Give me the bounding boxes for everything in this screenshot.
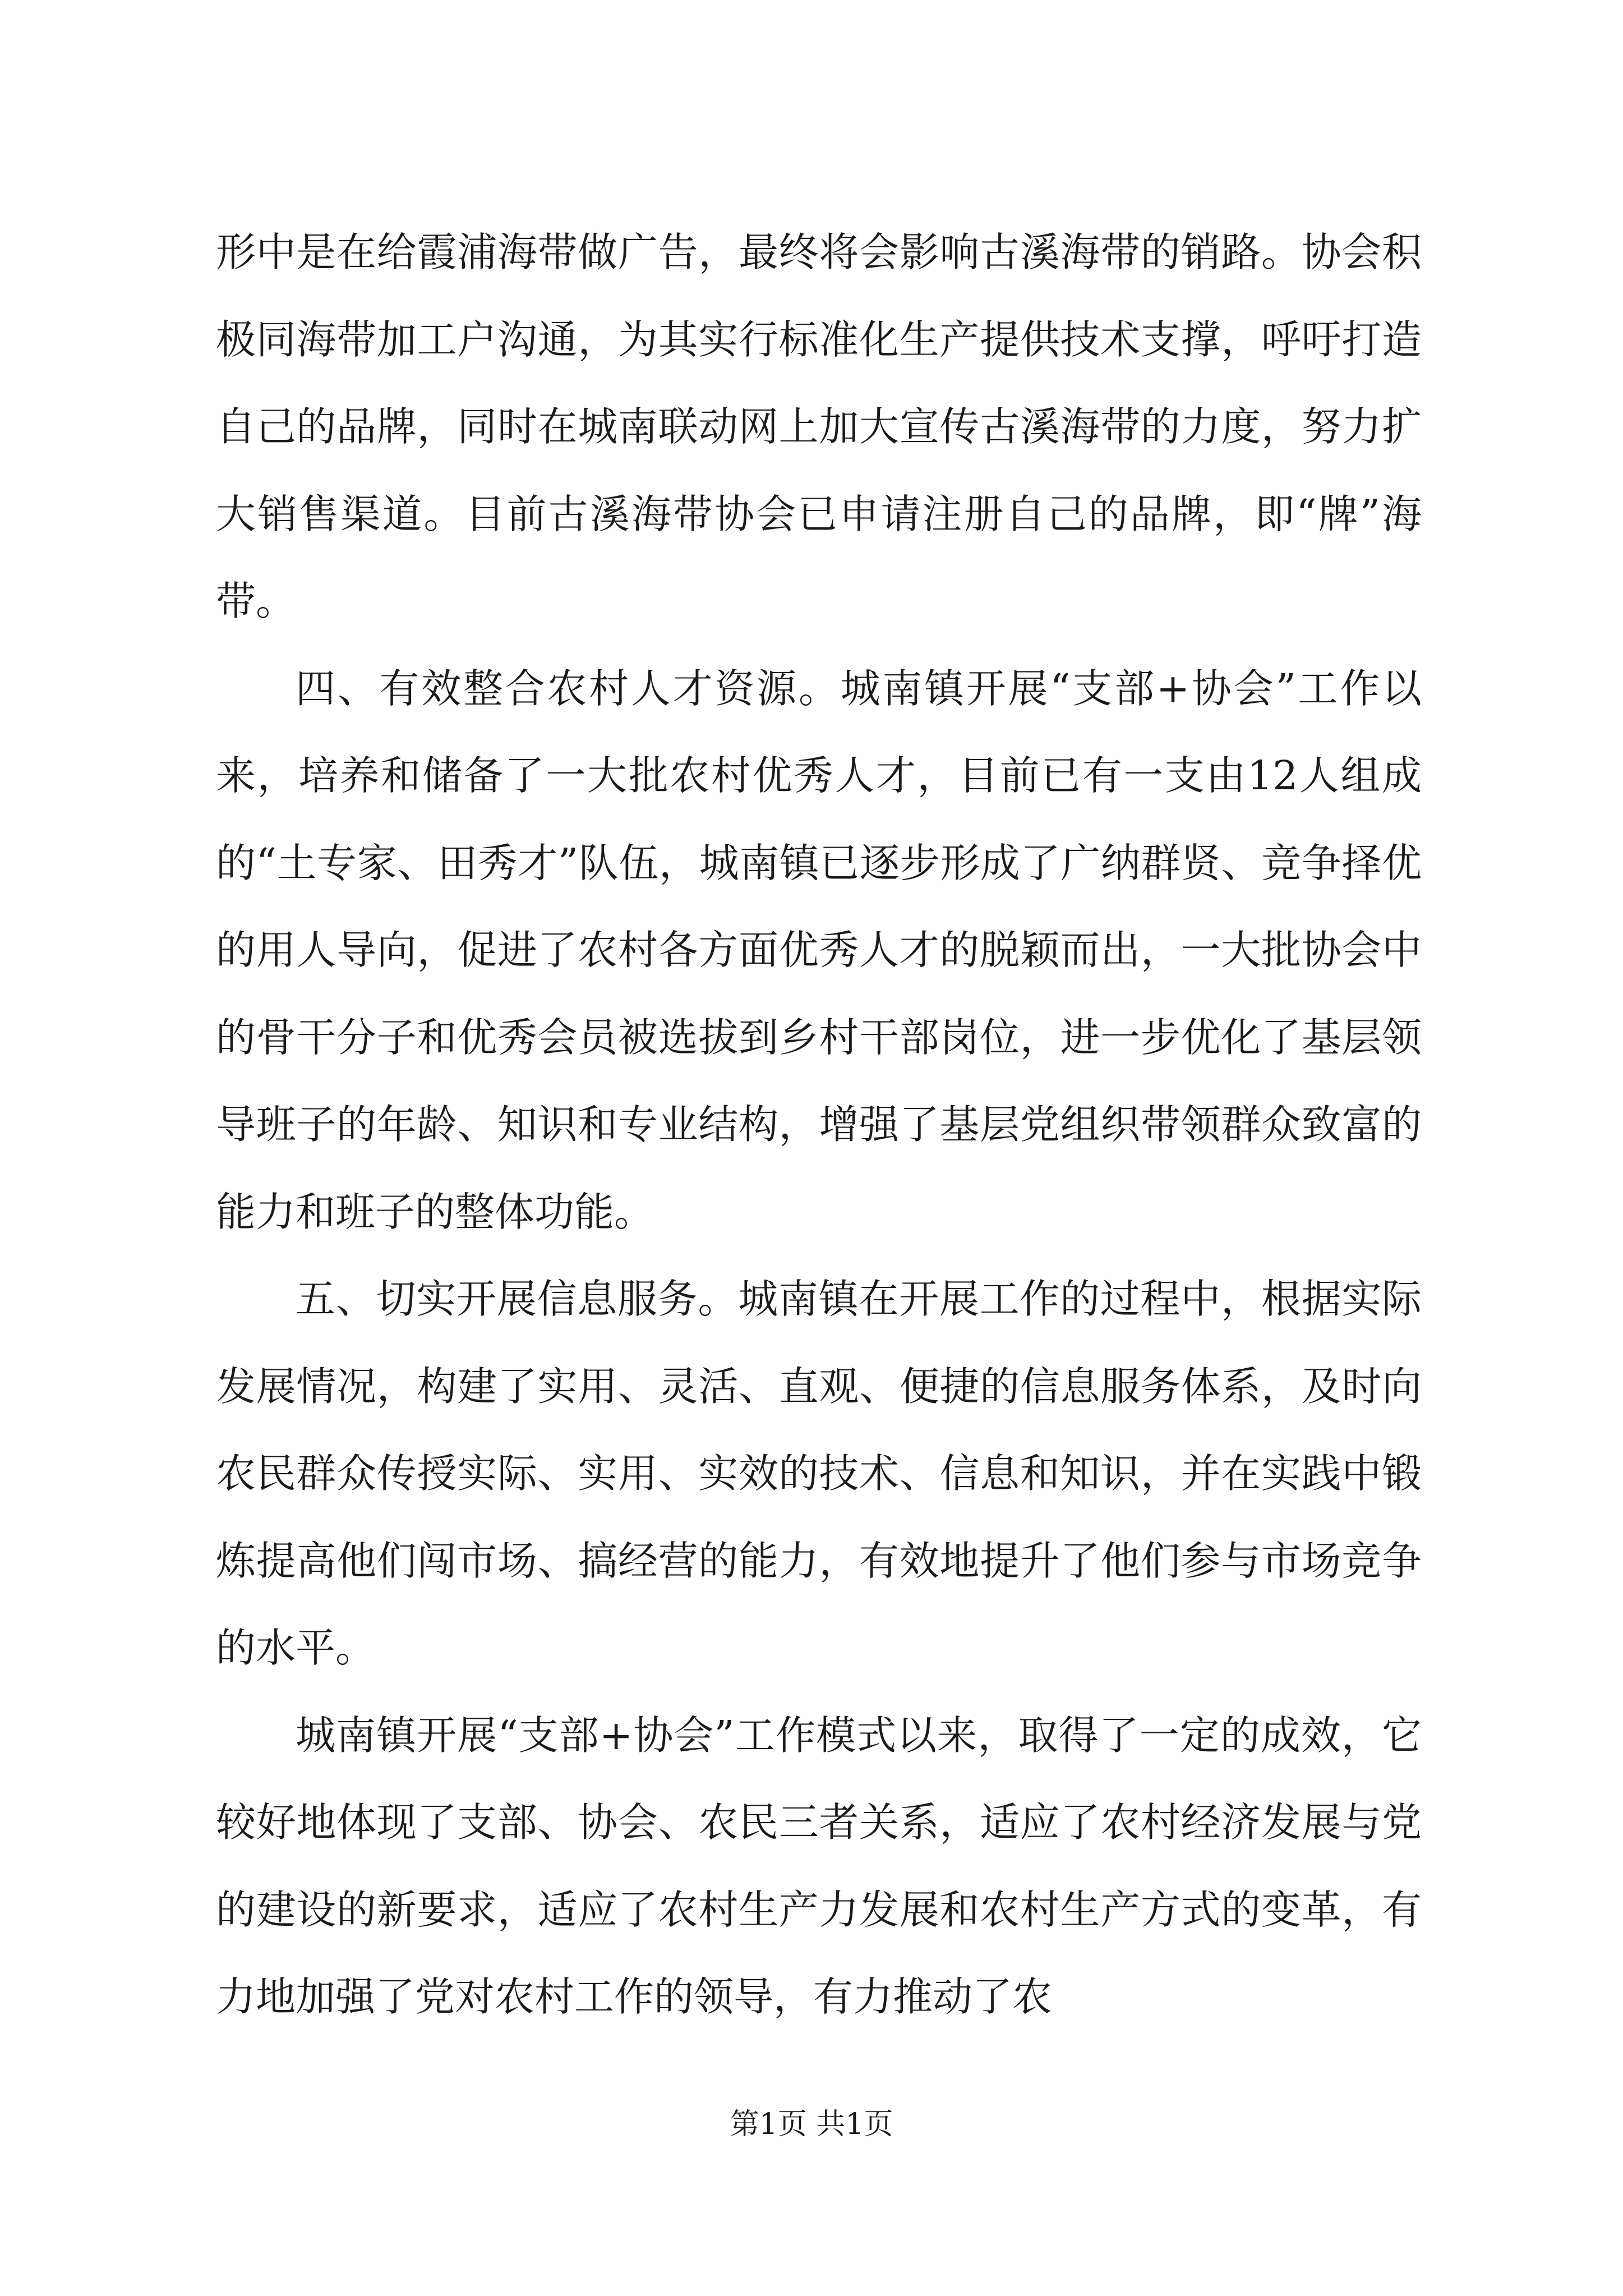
page-footer: 第1页 共1页 [730,2108,893,2141]
paragraph-3: 五、切实开展信息服务。城南镇在开展工作的过程中，根据实际发展情况，构建了实用、灵活、直观、便捷的信息服务体系，及时向农民群众传授实际、实用、实效的技术、信息和知识，并在实践中锻炼提高他们闯市场、搞经营的能力，有效地提升了他们参与市场竞争的水平。 [216,1276,1422,1671]
paragraph-2: 四、有效整合农村人才资源。城南镇开展“支部+协会”工作以来，培养和储备了一大批农村优秀人才，目前已有一支由12人组成的“土专家、田秀才”队伍，城南镇已逐步形成了广纳群贤、竞争择优的用人导向，促进了农村各方面优秀人才的脱颖而出，一大批协会中的骨干分子和优秀会员被选拔到乡村干部岗位，进一步优化了基层领导班子的年龄、知识和专业结构，增强了基层党组织带领群众致富的能力和班子的整体功能。 [216,665,1422,1235]
document-body [216,209,1422,2041]
paragraph-4: 城南镇开展“支部+协会”工作模式以来，取得了一定的成效，它较好地体现了支部、协会、农民三者关系，适应了农村经济发展与党的建设的新要求，适应了农村生产力发展和农村生产方式的变革，有力地加强了党对农村工作的领导，有力推动了农 [216,1711,1422,2020]
paragraph-1: 形中是在给霞浦海带做广告，最终将会影响古溪海带的销路。协会积极同海带加工户沟通，为其实行标准化生产提供技术支撑，呼吁打造自己的品牌，同时在城南联动网上加大宣传古溪海带的力度，努力扩大销售渠道。目前古溪海带协会已申请注册自己的品牌，即“牌”海带。 [216,229,1422,624]
